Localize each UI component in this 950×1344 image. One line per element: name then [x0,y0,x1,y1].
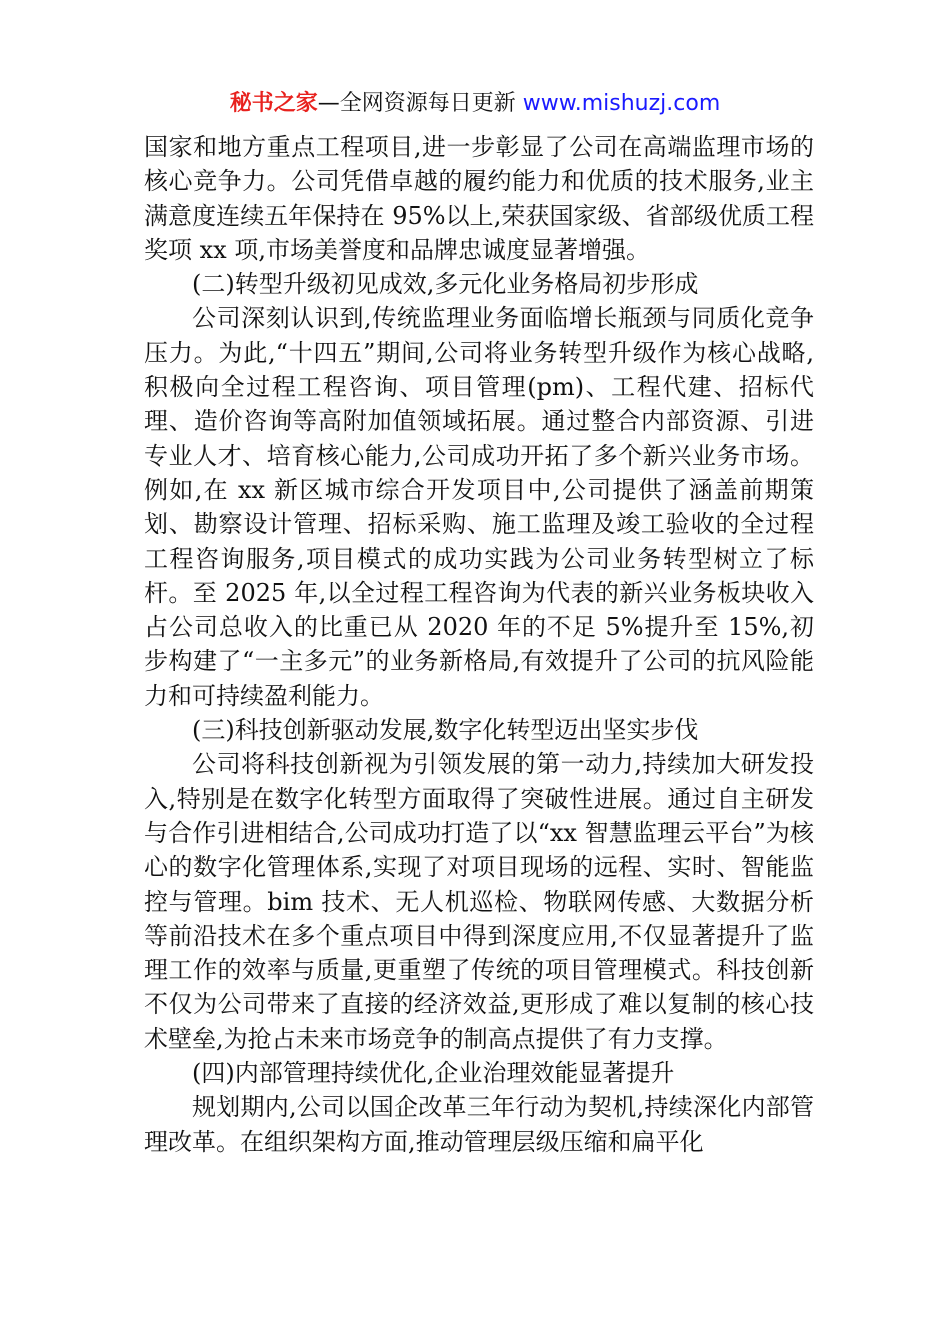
section-heading-2: (二)转型升级初见成效,多元化业务格局初步形成 [192,270,699,299]
header-tagline: —全网资源每日更新 [317,91,523,116]
page-header [0,88,950,120]
header-site-link[interactable]: www.mishuzj.com [522,91,721,116]
section-heading-3: (三)科技创新驱动发展,数字化转型迈出坚实步伐 [192,716,699,745]
section-heading-4: (四)内部管理持续优化,企业治理效能显著提升 [192,1059,675,1088]
header-brand: 秘书之家 [229,91,318,116]
document-body [144,130,814,1159]
paragraph-transformation: 公司深刻认识到,传统监理业务面临增长瓶颈与同质化竞争压力。为此,“十四五”期间,公司将业务转型升级作为核心战略,积极向全过程工程咨询、项目管理(pm)、工程代建、招标代理、造价咨询等高附加值领域拓展。通过整合内部资源、引进专业人才、培育核心能力,公司成功开拓了多个新兴业务市场。例如,在 xx 新区城市综合开发项目中,公司提供了涵盖前期策划、勘察设计管理、招标采购、施工监理及竣工验收的全过程工程咨询服务,项目模式的成功实践为公司业务转型树立了标杆。至 2025 年,以全过程工程咨询为代表的新兴业务板块收入占公司总收入的比重已从 2020 年的不足 5%提升至 15%,初步构建了“一主多元”的业务新格局,有效提升了公司的抗风险能力和可持续盈利能力。 [144,304,814,710]
paragraph-technology: 公司将科技创新视为引领发展的第一动力,持续加大研发投入,特别是在数字化转型方面取得了突破性进展。通过自主研发与合作引进相结合,公司成功打造了以“xx 智慧监理云平台”为核心的数字化管理体系,实现了对项目现场的远程、实时、智能监控与管理。bim 技术、无人机巡检、物联网传感、大数据分析等前沿技术在多个重点项目中得到深度应用,不仅显著提升了监理工作的效率与质量,更重塑了传统的项目管理模式。科技创新不仅为公司带来了直接的经济效益,更形成了难以复制的核心技术壁垒,为抢占未来市场竞争的制高点提供了有力支撑。 [144,750,814,1053]
paragraph-management: 规划期内,公司以国企改革三年行动为契机,持续深化内部管理改革。在组织架构方面,推动管理层级压缩和扁平化 [144,1093,814,1156]
paragraph-continued: 国家和地方重点工程项目,进一步彰显了公司在高端监理市场的核心竞争力。公司凭借卓越的履约能力和优质的技术服务,业主满意度连续五年保持在 95%以上,荣获国家级、省部级优质工程奖项 xx 项,市场美誉度和品牌忠诚度显著增强。 [144,133,814,264]
